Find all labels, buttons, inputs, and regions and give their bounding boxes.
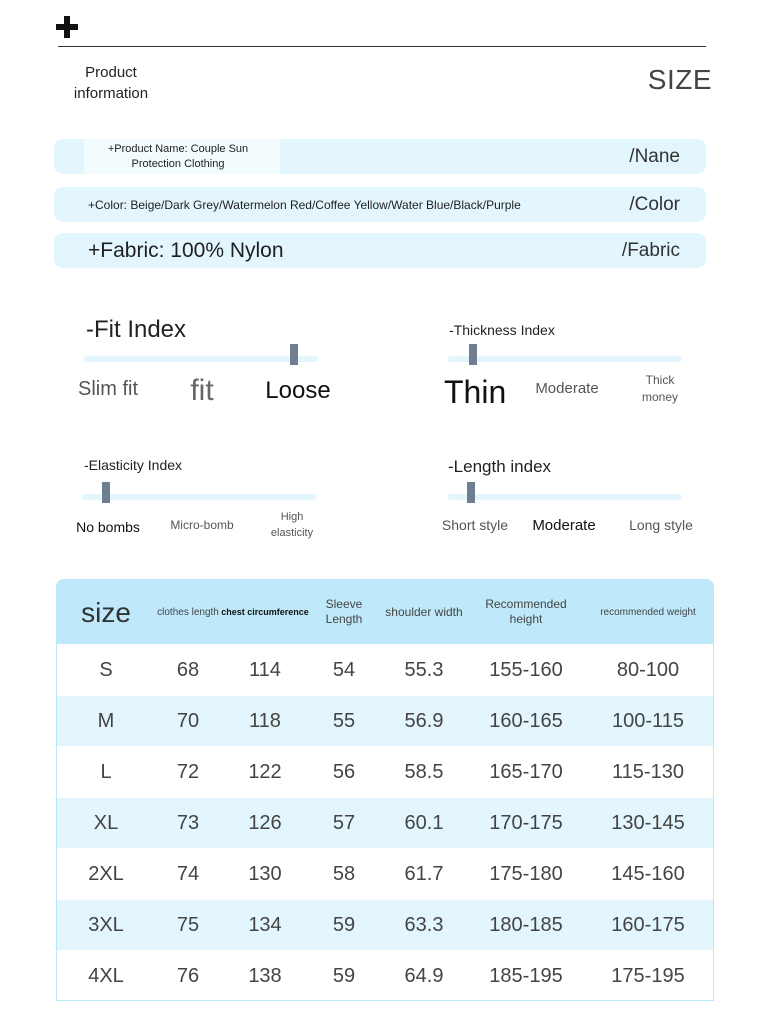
- header-recommended-height: Recommended height: [469, 580, 583, 645]
- table-row: [57, 900, 713, 951]
- table-header-row: [57, 580, 713, 645]
- cell-length: 75: [155, 900, 221, 951]
- table-row: [57, 951, 713, 1002]
- cell-chest: 114: [221, 645, 309, 696]
- cell-size: XL: [57, 798, 155, 849]
- elasticity-option-micro: Micro-bomb: [170, 518, 234, 532]
- cell-sleeve: 59: [309, 900, 379, 951]
- cell-length: 74: [155, 849, 221, 900]
- cell-shoulder: 64.9: [379, 951, 469, 1002]
- cell-shoulder: 55.3: [379, 645, 469, 696]
- product-name-bar: [54, 139, 706, 174]
- thickness-index-track: [448, 356, 682, 362]
- cell-height: 175-180: [469, 849, 583, 900]
- fit-option-fit: fit: [190, 374, 214, 407]
- header-clothes-length: clothes length: [155, 580, 221, 645]
- fit-option-slim: Slim fit: [78, 378, 138, 400]
- product-name-label: +Product Name: Couple Sun Protection Clothing: [107, 142, 249, 170]
- cell-size: S: [57, 645, 155, 696]
- cell-chest: 126: [221, 798, 309, 849]
- cell-weight: 100-115: [583, 696, 713, 747]
- size-table: [56, 579, 714, 1001]
- elasticity-index-title: -Elasticity Index: [84, 457, 183, 473]
- cell-weight: 115-130: [583, 747, 713, 798]
- table-row: [57, 645, 713, 696]
- length-option-moderate: Moderate: [532, 517, 596, 534]
- cell-size: L: [57, 747, 155, 798]
- table-row: [57, 747, 713, 798]
- cell-size: 4XL: [57, 951, 155, 1002]
- product-name-suffix: /Nane: [629, 145, 680, 167]
- cell-shoulder: 61.7: [379, 849, 469, 900]
- thickness-index-title: -Thickness Index: [449, 322, 555, 338]
- cell-shoulder: 58.5: [379, 747, 469, 798]
- elasticity-index-track: [82, 494, 316, 500]
- header-chest: chest circumference: [221, 580, 309, 645]
- cell-sleeve: 58: [309, 849, 379, 900]
- cell-chest: 130: [221, 849, 309, 900]
- cell-sleeve: 55: [309, 696, 379, 747]
- length-option-short: Short style: [441, 517, 509, 533]
- fit-index-title: -Fit Index: [86, 316, 187, 343]
- cell-height: 170-175: [469, 798, 583, 849]
- cell-length: 73: [155, 798, 221, 849]
- cell-sleeve: 56: [309, 747, 379, 798]
- cell-weight: 175-195: [583, 951, 713, 1002]
- header-shoulder-width: shoulder width: [379, 580, 469, 645]
- color-bar: [54, 187, 706, 222]
- cell-length: 76: [155, 951, 221, 1002]
- cell-chest: 118: [221, 696, 309, 747]
- cell-weight: 145-160: [583, 849, 713, 900]
- cell-chest: 138: [221, 951, 309, 1002]
- cell-sleeve: 57: [309, 798, 379, 849]
- fabric-label: +Fabric: 100% Nylon: [88, 238, 284, 262]
- size-title: SIZE: [647, 64, 712, 95]
- fabric-suffix: /Fabric: [621, 239, 680, 261]
- cell-chest: 134: [221, 900, 309, 951]
- elasticity-index-thumb: [102, 482, 110, 503]
- cell-height: 165-170: [469, 747, 583, 798]
- header-recommended-weight: recommended weight: [583, 580, 713, 645]
- cell-length: 70: [155, 696, 221, 747]
- product-info-heading: Product information: [73, 64, 149, 102]
- cell-size: 3XL: [57, 900, 155, 951]
- cell-sleeve: 54: [309, 645, 379, 696]
- cell-height: 180-185: [469, 900, 583, 951]
- length-index-thumb: [467, 482, 475, 503]
- top-divider: [58, 46, 706, 47]
- table-row: [57, 849, 713, 900]
- cell-weight: 130-145: [583, 798, 713, 849]
- cell-height: 160-165: [469, 696, 583, 747]
- thickness-option-moderate: Moderate: [535, 380, 599, 397]
- table-row: [57, 696, 713, 747]
- cell-shoulder: 60.1: [379, 798, 469, 849]
- cell-length: 68: [155, 645, 221, 696]
- cell-size: M: [57, 696, 155, 747]
- cell-shoulder: 63.3: [379, 900, 469, 951]
- fabric-bar: [54, 233, 706, 268]
- thickness-index-thumb: [469, 344, 477, 365]
- cell-weight: 80-100: [583, 645, 713, 696]
- cell-height: 185-195: [469, 951, 583, 1002]
- fit-index-thumb: [290, 344, 298, 365]
- length-index-title: -Length index: [448, 457, 552, 476]
- thickness-option-thin: Thin: [444, 374, 507, 410]
- cell-length: 72: [155, 747, 221, 798]
- cell-sleeve: 59: [309, 951, 379, 1002]
- elasticity-option-none: No bombs: [76, 519, 140, 535]
- cell-size: 2XL: [57, 849, 155, 900]
- length-option-long: Long style: [629, 517, 693, 533]
- color-suffix: /Color: [629, 193, 680, 215]
- elasticity-option-high: High elasticity: [270, 511, 314, 539]
- fit-option-loose: Loose: [265, 377, 331, 404]
- table-row: [57, 798, 713, 849]
- header-size: size: [57, 580, 155, 645]
- cell-weight: 160-175: [583, 900, 713, 951]
- fit-index-track: [84, 356, 318, 362]
- header-sleeve-length: Sleeve Length: [309, 580, 379, 645]
- length-index-track: [448, 494, 682, 500]
- cell-height: 155-160: [469, 645, 583, 696]
- plus-icon: [56, 16, 78, 38]
- color-label: +Color: Beige/Dark Grey/Watermelon Red/Coffee Yellow/Water Blue/Black/Purple: [88, 197, 521, 212]
- thickness-option-thick: Thick money: [641, 373, 679, 404]
- cell-shoulder: 56.9: [379, 696, 469, 747]
- cell-chest: 122: [221, 747, 309, 798]
